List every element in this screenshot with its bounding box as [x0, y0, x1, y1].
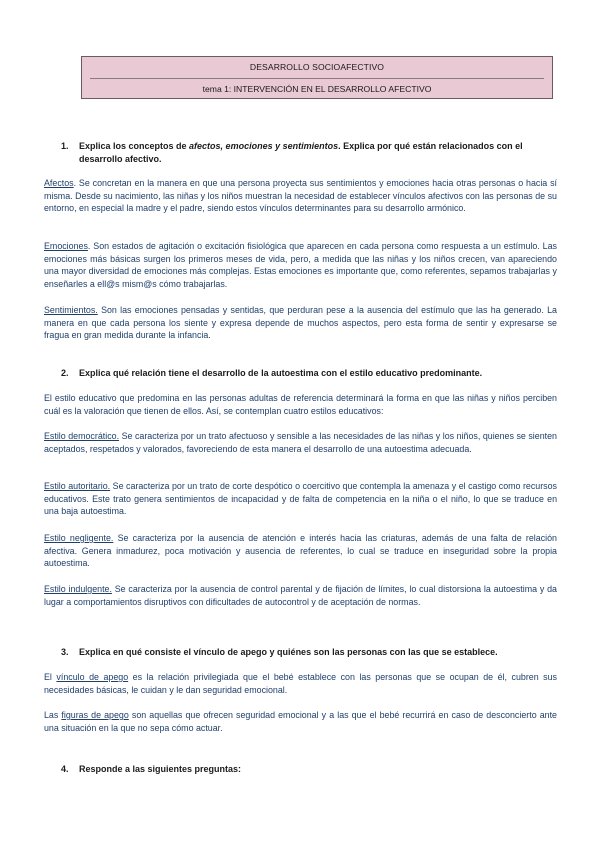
document-title: DESARROLLO SOCIOAFECTIVO — [249, 62, 385, 72]
question-text-part: Explica los conceptos de — [79, 141, 190, 151]
question-number: 1. — [61, 141, 69, 151]
term-estilo-negligente: Estilo negligente. — [44, 533, 114, 543]
question-3 — [61, 646, 556, 659]
term-emociones: Emociones — [44, 241, 88, 251]
paragraph-estilo-autoritario — [44, 480, 557, 518]
question-text: Responde a las siguientes preguntas: — [79, 764, 242, 774]
term-afectos: Afectos — [44, 178, 74, 188]
question-text: Explica en qué consiste el vínculo de apego y quiénes son las personas con las que se establece. — [79, 647, 498, 657]
definition-text: Se caracteriza por un trato afectuoso y sensible a las necesidades de las niñas y los niños, quienes se sienten aceptados, respetados y valorados, favoreciendo de esta manera el desarrollo de una autoestima adecuada. — [44, 431, 557, 454]
definition-text: es la relación privilegiada que el bebé establece con las personas que se ocupan de él, cubren sus necesidades básicas, le cuidan y le dan seguridad emocional. — [44, 672, 557, 695]
question-4 — [61, 763, 556, 776]
question-text: Explica qué relación tiene el desarrollo de la autoestima con el estilo educativo predominante. — [79, 368, 483, 378]
definition-text: . Se concretan en la manera en que una persona proyecta sus sentimientos y emociones hacia otras personas o hacia sí misma. Desde su nacimiento, las niñas y los niños muestran la necesidad de establecer vínculos afectivos con las personas de su entorno, en especial la madre y el padre, siendo estos vínculos determinantes para su desarrollo armónico. — [44, 178, 557, 214]
paragraph-estilo-democratico — [44, 430, 557, 455]
definition-text: Se caracteriza por la ausencia de control parental y de fijación de límites, lo cual distorsiona la autoestima y da lugar a comportamientos disruptivos con dificultades de autocontrol y de aceptación de normas. — [44, 584, 557, 607]
question-1 — [61, 140, 556, 166]
paragraph-figuras-apego — [44, 709, 557, 734]
term-vinculo-apego: vínculo de apego — [56, 672, 129, 682]
term-estilo-democratico: Estilo democrático. — [44, 431, 120, 441]
header-box — [81, 56, 553, 99]
paragraph-afectos — [44, 177, 557, 215]
paragraph-estilo-indulgente — [44, 583, 557, 608]
document-subtitle: tema 1: INTERVENCIÓN EN EL DESARROLLO AFECTIVO — [202, 84, 432, 94]
question-text-part: . Explica por qué están relacionados con el desarrollo afectivo. — [79, 141, 523, 164]
question-emphasis: afectos, emociones y sentimientos — [189, 141, 339, 151]
term-sentimientos: Sentimientos. — [44, 305, 98, 315]
lead-text: El — [44, 672, 57, 682]
definition-text: Se caracteriza por un trato de corte despótico o coercitivo que contempla la amenaza y el castigo como recursos educativos. Este trato genera sentimientos de incapacidad y de falta de competencia en la niña o el niño, lo que se traduce en una baja autoestima. — [44, 481, 557, 517]
paragraph-estilo-negligente — [44, 532, 557, 570]
paragraph-vinculo-apego — [44, 671, 557, 696]
term-figuras-apego: figuras de apego — [61, 710, 129, 720]
header-divider — [90, 78, 544, 79]
term-estilo-indulgente: Estilo indulgente. — [44, 584, 112, 594]
paragraph-emociones — [44, 240, 557, 290]
question-number: 2. — [61, 368, 69, 378]
definition-text: . Son estados de agitación o excitación fisiológica que aparecen en cada persona como respuesta a un estímulo. Las emociones más básicas surgen los primeros meses de vida, pero, a medida que las niñas y los niños crecen, van apareciendo una mayor diversidad de emociones más complejas. Estas emociones es importante que, como referentes, sepamos trabajarlas y enseñarles a ell@s mism@s cómo trabajarlas. — [44, 241, 557, 289]
question-2 — [61, 367, 556, 380]
paragraph-sentimientos — [44, 304, 557, 342]
definition-text: Se caracteriza por la ausencia de atención e interés hacia las criaturas, además de una falta de relación afectiva. Genera inmadurez, poca motivación y ausencia de referentes, lo cual se traduce en inseguridad sobre la propia autoestima. — [44, 533, 557, 569]
definition-text: son aquellas que ofrecen seguridad emocional y a las que el bebé recurrirá en caso de desconcierto ante una situación en la que no sepa cómo actuar. — [44, 710, 557, 733]
question-text — [79, 140, 556, 166]
term-estilo-autoritario: Estilo autoritario. — [44, 481, 111, 491]
question-number: 3. — [61, 647, 69, 657]
lead-text: Las — [44, 710, 62, 720]
paragraph-estilos-intro: El estilo educativo que predomina en las personas adultas de referencia determinará la forma en que las niñas y niños perciben cuál es la valoración que tienen de ellos. Así, se contemplan cuatro estilos educativos: — [44, 393, 557, 416]
definition-text: Son las emociones pensadas y sentidas, que perduran pese a la ausencia del estímulo que las ha generado. La manera en que cada persona los siente y expresa depende de muchos aspectos, pero esta forma de sentir y expresarse se fragua en gran medida durante la infancia. — [44, 305, 557, 341]
question-number: 4. — [61, 764, 69, 774]
